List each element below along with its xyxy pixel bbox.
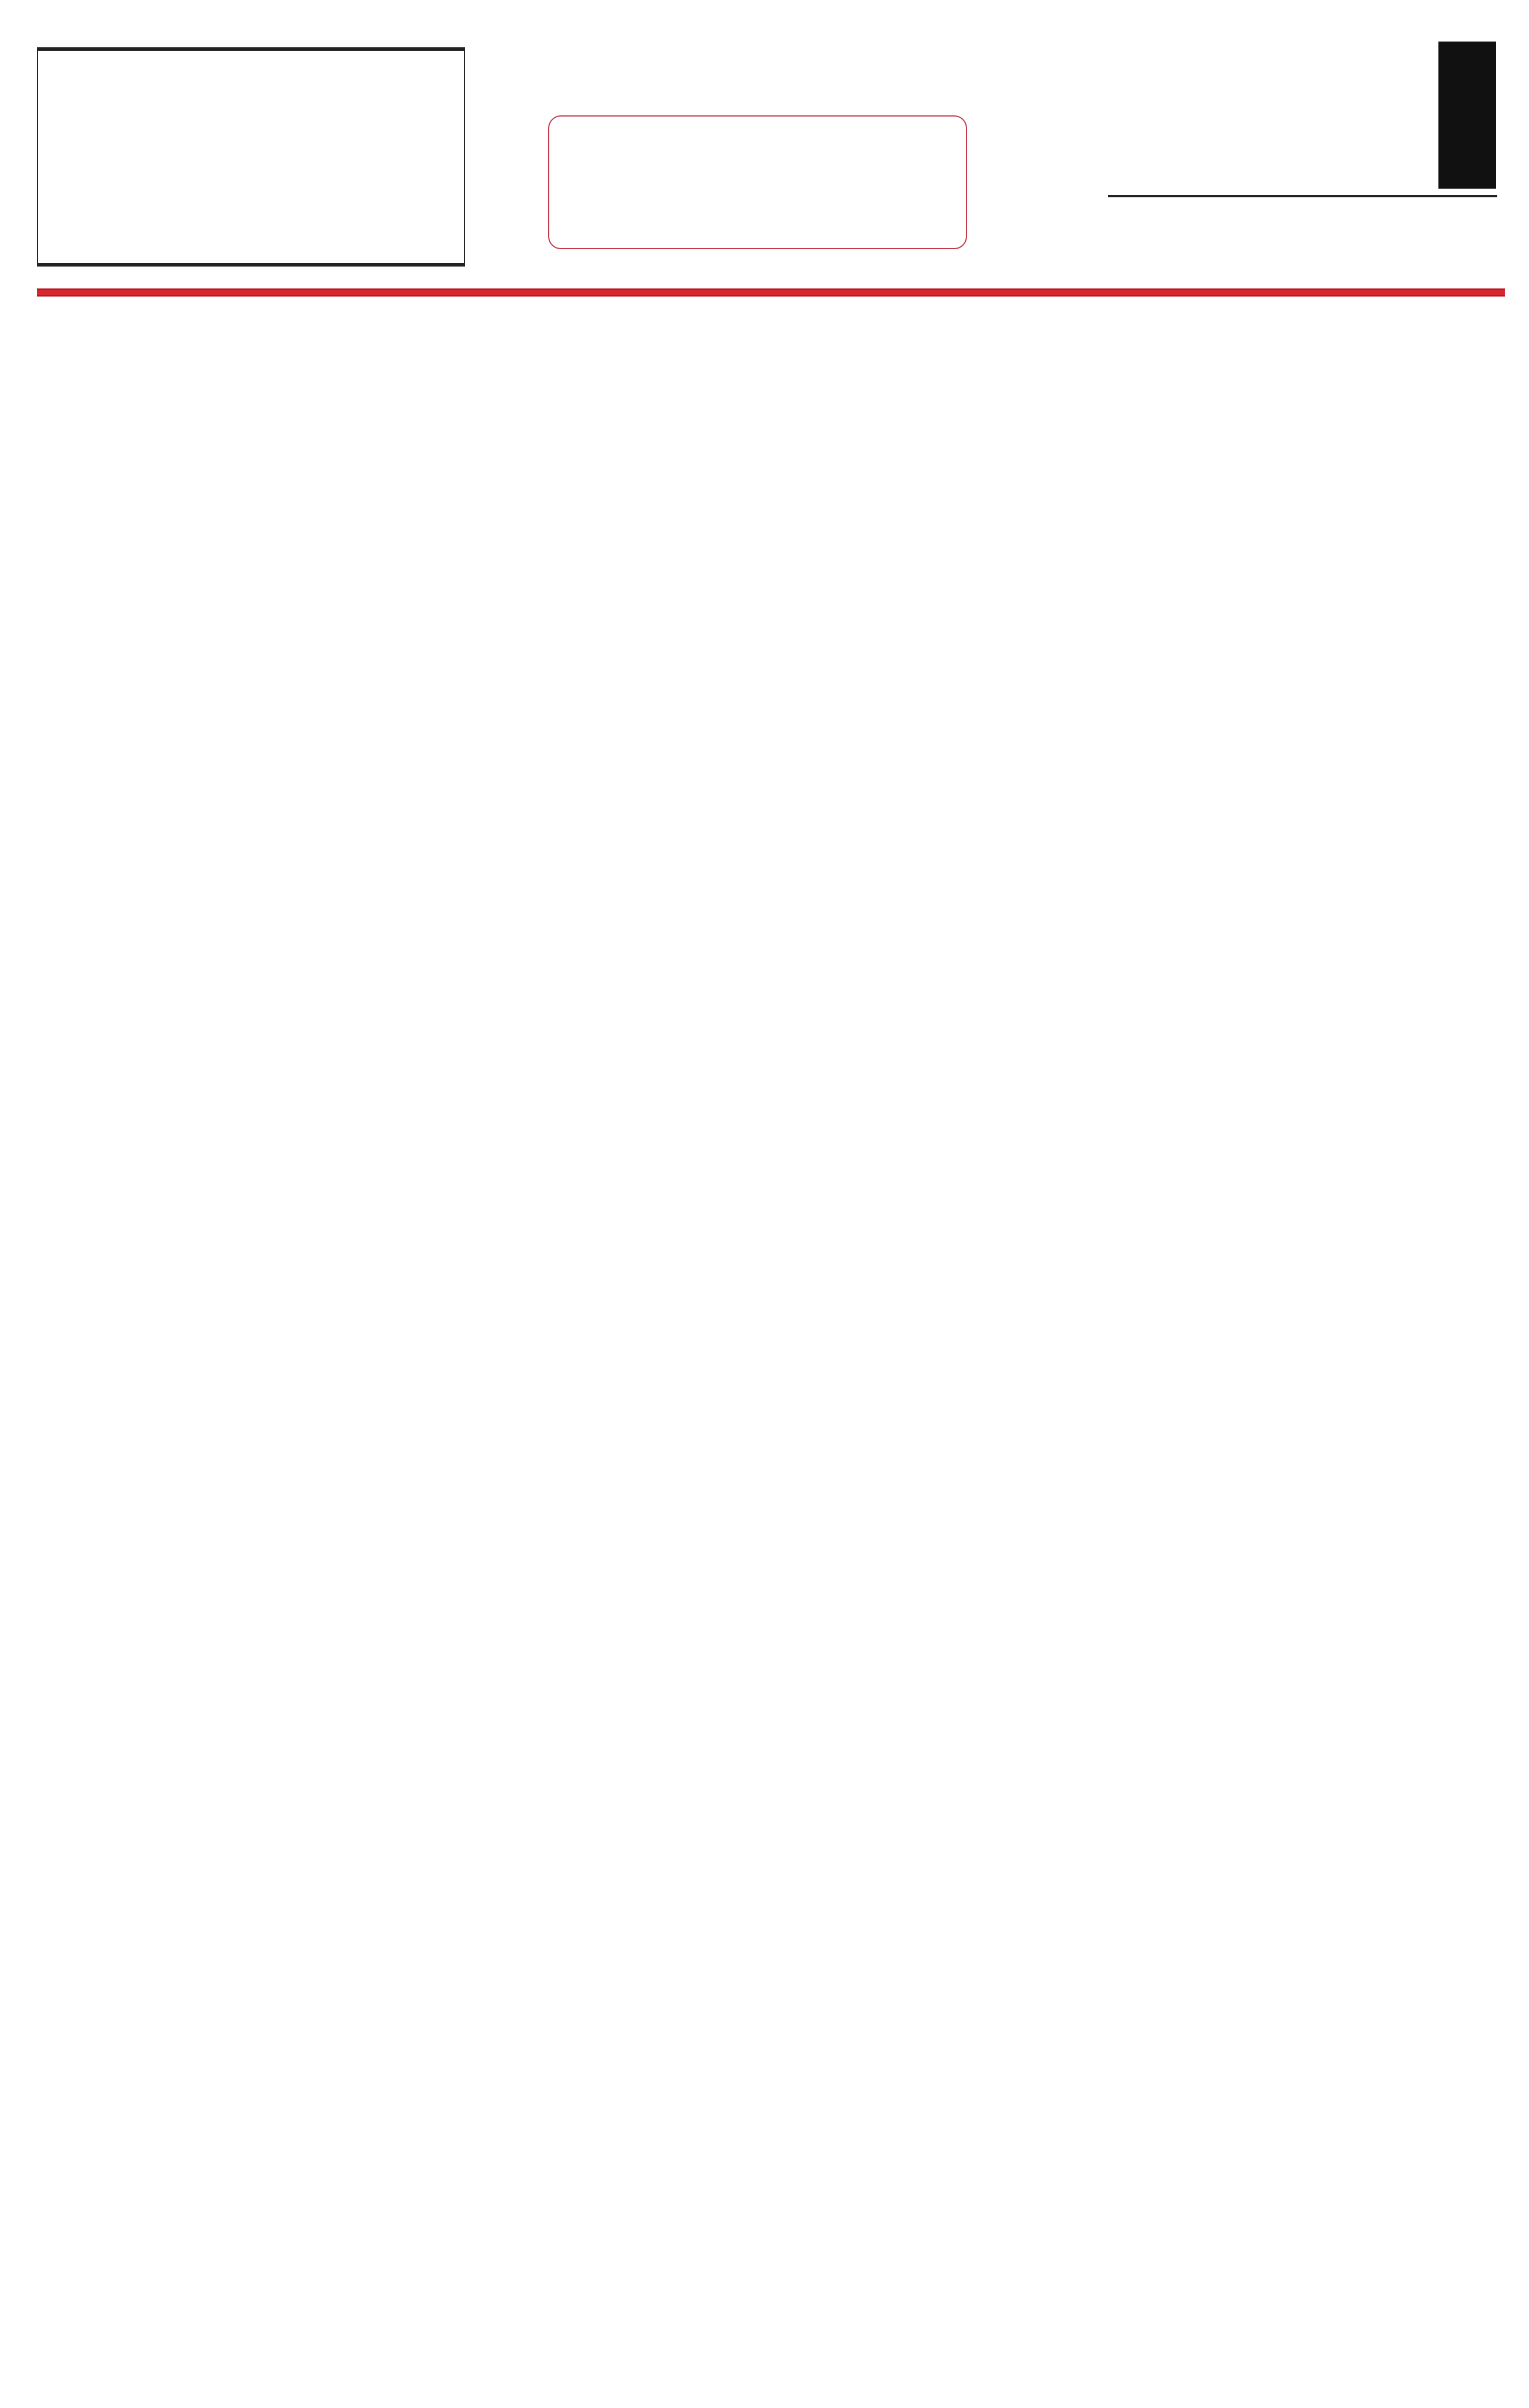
date-divider [1108,195,1497,197]
page-number [1438,42,1496,189]
masthead-box [37,47,465,267]
section-label-box [548,115,967,249]
header-red-rule [37,288,1505,297]
